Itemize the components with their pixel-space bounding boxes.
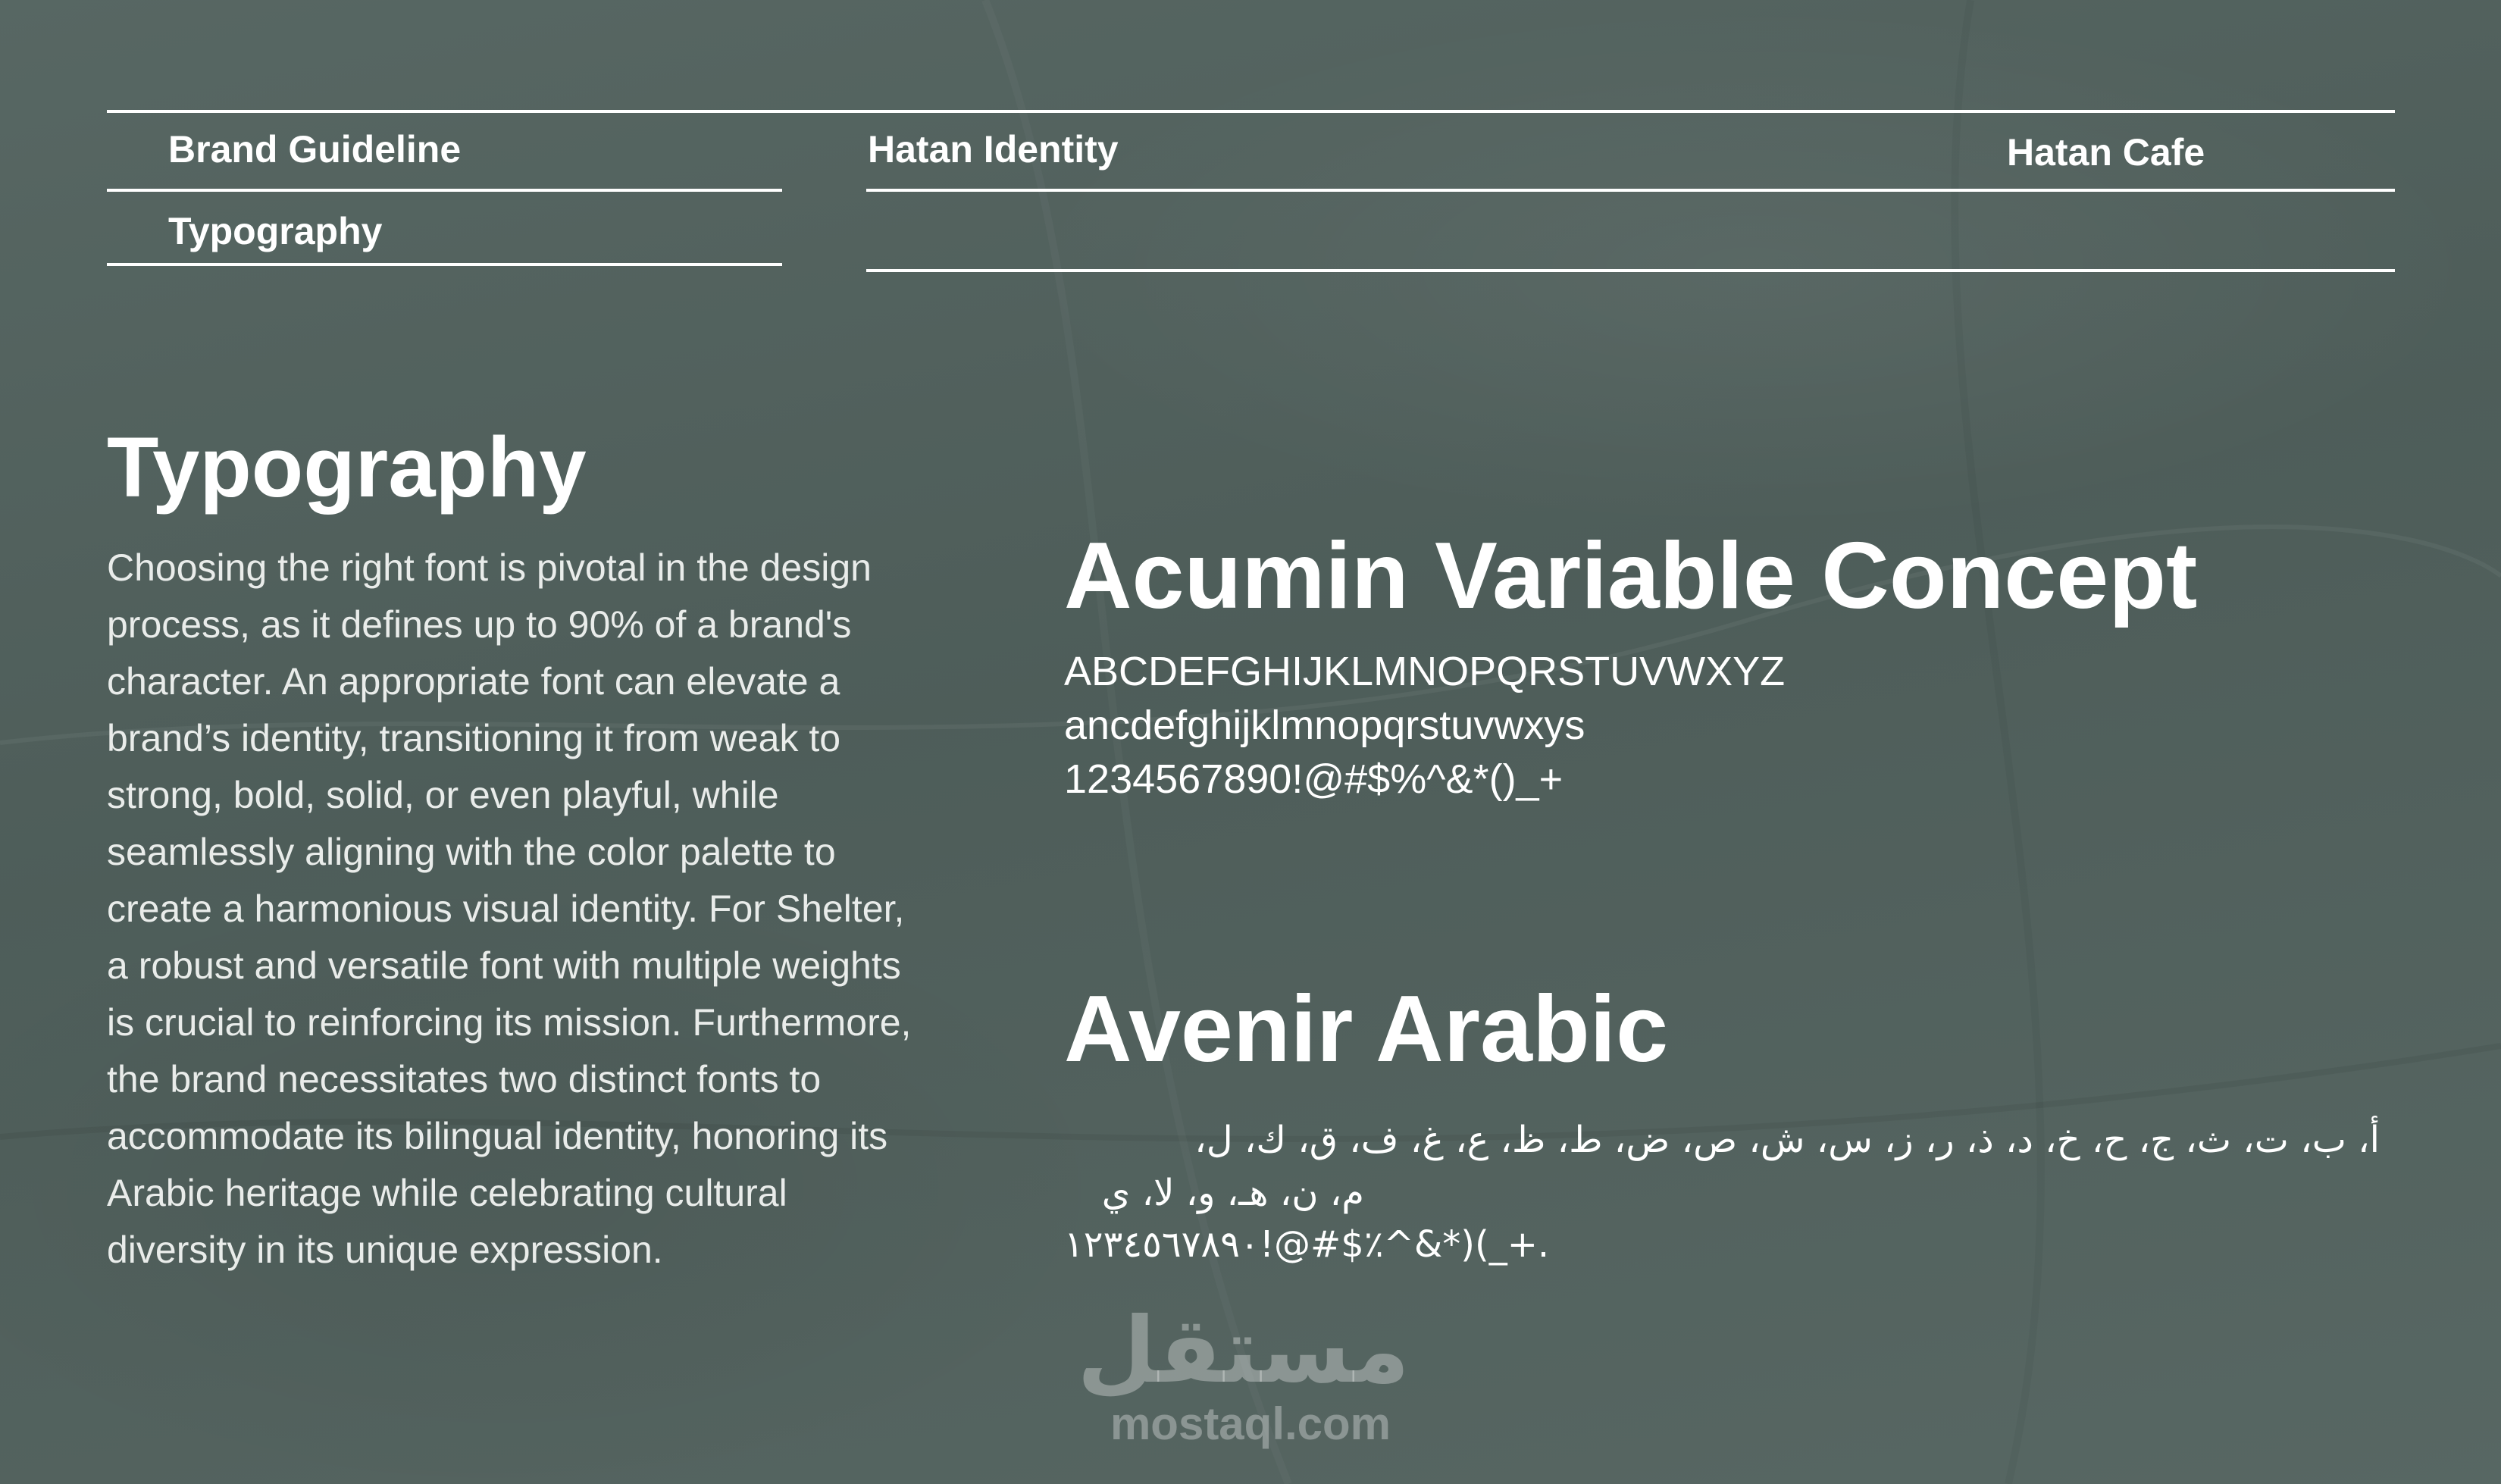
arabic-letters-line-1: أ، ب، ت، ث، ج، ح، خ، د، ذ، ر، ز، س، ش، ص، ض، ط، ظ، ع، غ، ف، ق، ك، ل، bbox=[1194, 1119, 2380, 1161]
header-section-label: Typography bbox=[168, 210, 383, 252]
arabic-numerals-specimen: ١٢٣٤٥٦٧٨٩٠!@#$٪^&*)(_+. bbox=[1064, 1223, 1550, 1266]
watermark-url: mostaql.com bbox=[1110, 1398, 1391, 1449]
intro-paragraph: Choosing the right font is pivotal in the design process, as it defines up to 90% of a brand's character. An appropriate font can elevate a brand’s identity, transitioning it from weak to strong, bold, solid, or even playful, while seamlessly aligning with the color palette to create a harmonious visual identity. For Shelter, a robust and versatile font with multiple weights is crucial to reinforcing its mission. Furthermore, the brand necessitates two distinct fonts to accommodate its bilingual identity, honoring its Arabic heritage while celebrating cultural diversity in its unique expression. bbox=[107, 546, 912, 1271]
latin-font-name: Acumin Variable Concept bbox=[1064, 524, 2198, 628]
arabic-letters-line-2: م، ن، هـ، و، لا، ي bbox=[1101, 1172, 1364, 1214]
header-identity: Hatan Identity bbox=[868, 128, 1119, 171]
watermark-arabic-logo: مستقل bbox=[1077, 1298, 1410, 1404]
header-top-rule bbox=[107, 110, 2395, 113]
latin-numerals-specimen: 1234567890!@#$%^&*()_+ bbox=[1064, 756, 1564, 802]
header-left-rule-2 bbox=[107, 263, 782, 266]
latin-uppercase-specimen: ABCDEFGHIJKLMNOPQRSTUVWXYZ bbox=[1064, 649, 1786, 694]
header-company: Hatan Cafe bbox=[2007, 131, 2205, 174]
arabic-font-name: Avenir Arabic bbox=[1064, 977, 1669, 1082]
latin-lowercase-specimen: ancdefghijklmnopqrstuvwxys bbox=[1064, 703, 1585, 748]
header-right-rule-1 bbox=[866, 189, 2395, 192]
header-right-rule-2 bbox=[866, 269, 2395, 272]
header-left-rule-1 bbox=[107, 189, 782, 192]
section-title: Typography bbox=[107, 420, 587, 515]
mostaql-watermark bbox=[1077, 1298, 1410, 1449]
header-brand-guideline: Brand Guideline bbox=[168, 128, 462, 171]
